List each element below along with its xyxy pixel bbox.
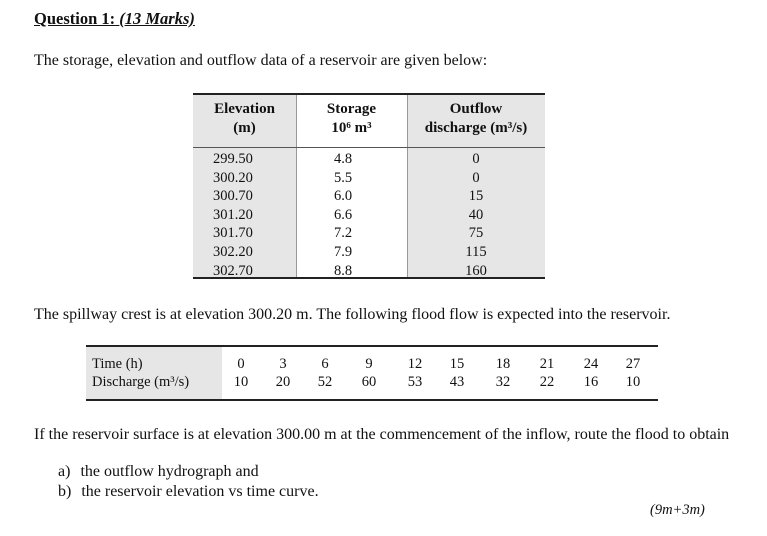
outflow-header-line1: Outflow: [449, 101, 503, 117]
task-letter: a): [58, 463, 71, 480]
table-cell: 302.70: [213, 262, 253, 279]
table-cell: 302.20: [213, 243, 253, 260]
table-cell: 7.9: [334, 243, 353, 260]
time-cell: 24: [583, 356, 599, 372]
table-cell: 40: [468, 206, 484, 223]
label-column-shade: [86, 345, 222, 401]
time-label: Time (h): [92, 356, 143, 372]
task-b: [58, 483, 319, 501]
time-cell: 9: [365, 356, 373, 372]
table-cell: 0: [472, 169, 480, 186]
outflow-header-line2: discharge (m³/s): [424, 120, 528, 136]
reservoir-table: [193, 93, 545, 279]
time-cell: 3: [279, 356, 287, 372]
storage-header-line1: Storage: [326, 101, 377, 117]
table-cell: 160: [465, 262, 487, 279]
instruction-text: If the reservoir surface is at elevation 300.00 m at the commencement of the inflow, route the flood to obtain: [34, 426, 730, 443]
table-cell: 75: [468, 225, 484, 242]
table-top-rule: [193, 93, 545, 95]
header-rule: [193, 147, 545, 148]
question-label: Question 1:: [34, 9, 116, 28]
task-a: [58, 463, 259, 481]
table-cell: 300.20: [213, 169, 253, 186]
time-cell: 0: [237, 356, 245, 372]
question-title: [34, 9, 195, 29]
elevation-header-line1: Elevation: [214, 101, 275, 117]
elevation-header-line2: (m): [233, 120, 256, 136]
discharge-cell: 20: [275, 374, 291, 390]
table-cell: 6.6: [334, 206, 353, 223]
table-cell: 301.20: [213, 206, 253, 223]
table-cell: 7.2: [334, 225, 353, 242]
time-cell: 12: [407, 356, 423, 372]
table-cell: 4.8: [334, 151, 353, 167]
table-top-rule: [86, 345, 658, 347]
table-cell: 300.70: [213, 188, 253, 205]
table-cell: 299.50: [213, 151, 253, 167]
time-cell: 15: [449, 356, 465, 372]
discharge-label: Discharge (m³/s): [92, 374, 190, 390]
question-marks: (13 Marks): [119, 9, 195, 28]
time-cell: 18: [495, 356, 511, 372]
time-cell: 27: [625, 356, 641, 372]
task-text: the outflow hydrograph and: [80, 463, 259, 480]
table-cell: 8.8: [334, 262, 353, 279]
table-cell: 15: [468, 188, 484, 205]
storage-header: [296, 100, 407, 138]
discharge-cell: 16: [583, 374, 599, 390]
flood-table: [86, 345, 658, 401]
discharge-cell: 53: [407, 374, 423, 390]
spillway-text: The spillway crest is at elevation 300.20 m. The following flood flow is expected into the reservoir.: [34, 306, 671, 323]
elevation-header: [193, 100, 296, 138]
table-cell: 5.5: [334, 169, 353, 186]
storage-column: [334, 150, 352, 280]
table-cell: 301.70: [213, 225, 253, 242]
table-cell: 0: [472, 151, 480, 167]
discharge-cell: 10: [233, 374, 249, 390]
table-bottom-rule: [86, 399, 658, 401]
discharge-cell: 32: [495, 374, 511, 390]
task-text: the reservoir elevation vs time curve.: [81, 483, 319, 500]
time-cell: 6: [321, 356, 329, 372]
discharge-cell: 10: [625, 374, 641, 390]
time-cell: 21: [539, 356, 555, 372]
discharge-cell: 60: [361, 374, 377, 390]
table-cell: 6.0: [334, 188, 353, 205]
discharge-cell: 22: [539, 374, 555, 390]
elevation-column: [213, 150, 253, 280]
outflow-column: [407, 150, 545, 280]
storage-header-line2: 10⁶ m³: [331, 120, 372, 136]
outflow-header: [407, 100, 545, 138]
points-allocation: (9m+3m): [650, 502, 705, 518]
task-letter: b): [58, 483, 72, 500]
discharge-cell: 52: [317, 374, 333, 390]
discharge-cell: 43: [449, 374, 465, 390]
intro-text: The storage, elevation and outflow data of a reservoir are given below:: [34, 52, 488, 69]
table-cell: 115: [465, 243, 487, 260]
